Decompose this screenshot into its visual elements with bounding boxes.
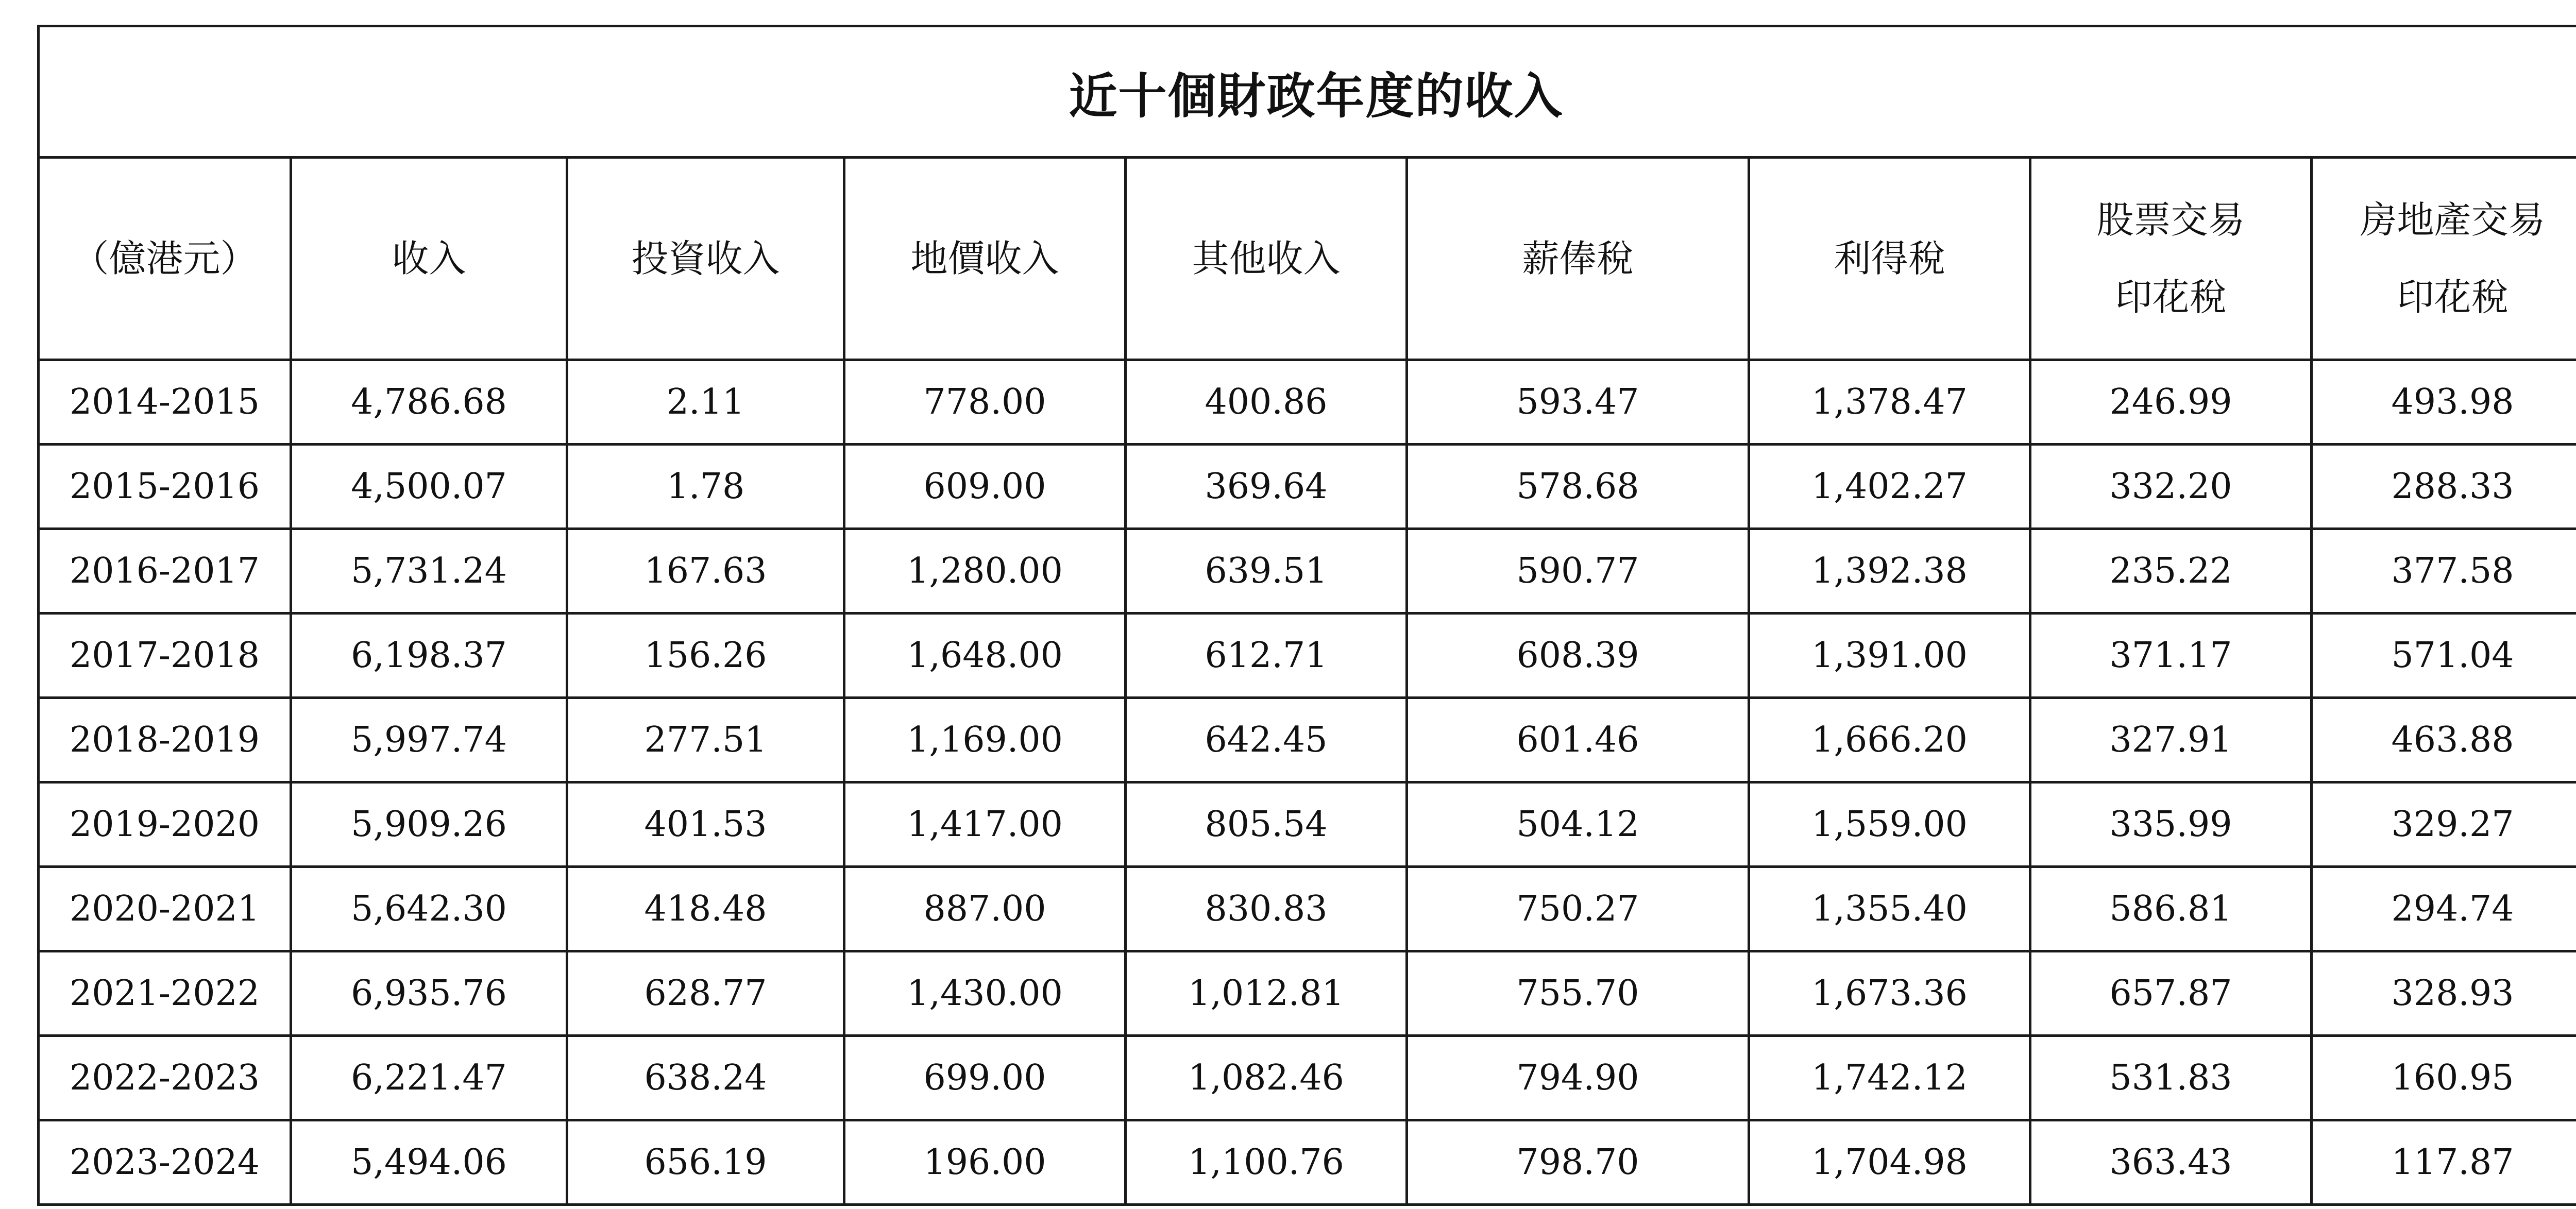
value-cell: 887.00 xyxy=(844,867,1126,951)
fiscal-year-cell: 2016-2017 xyxy=(39,529,291,614)
value-cell: 578.68 xyxy=(1407,445,1749,529)
value-cell: 656.19 xyxy=(567,1120,844,1205)
column-header xyxy=(2030,158,2312,360)
value-cell: 1,742.12 xyxy=(1749,1036,2030,1120)
value-cell: 5,642.30 xyxy=(291,867,567,951)
column-header-label: 投資收入 xyxy=(631,237,780,280)
table-row xyxy=(39,782,2576,867)
column-header-label: 股票交易 xyxy=(2096,198,2245,242)
table-row xyxy=(39,614,2576,698)
table-title: 近十個財政年度的收入 xyxy=(1069,67,1564,125)
table-row xyxy=(39,698,2576,782)
column-header-row xyxy=(39,158,2576,360)
value-cell: 531.83 xyxy=(2030,1036,2312,1120)
value-cell: 794.90 xyxy=(1407,1036,1749,1120)
table-row xyxy=(39,867,2576,951)
value-cell: 657.87 xyxy=(2030,951,2312,1036)
value-cell: 463.88 xyxy=(2312,698,2576,782)
column-header xyxy=(2312,158,2576,360)
value-cell: 1,082.46 xyxy=(1126,1036,1407,1120)
value-cell: 6,935.76 xyxy=(291,951,567,1036)
value-cell: 504.12 xyxy=(1407,782,1749,867)
value-cell: 6,198.37 xyxy=(291,614,567,698)
value-cell: 235.22 xyxy=(2030,529,2312,614)
value-cell: 5,909.26 xyxy=(291,782,567,867)
table-body xyxy=(39,360,2576,1205)
value-cell: 608.39 xyxy=(1407,614,1749,698)
table-row xyxy=(39,445,2576,529)
value-cell: 288.33 xyxy=(2312,445,2576,529)
column-header xyxy=(844,158,1126,360)
value-cell: 369.64 xyxy=(1126,445,1407,529)
value-cell: 750.27 xyxy=(1407,867,1749,951)
value-cell: 1,430.00 xyxy=(844,951,1126,1036)
value-cell: 586.81 xyxy=(2030,867,2312,951)
value-cell: 1,012.81 xyxy=(1126,951,1407,1036)
value-cell: 755.70 xyxy=(1407,951,1749,1036)
value-cell: 160.95 xyxy=(2312,1036,2576,1120)
value-cell: 778.00 xyxy=(844,360,1126,445)
fiscal-year-cell: 2022-2023 xyxy=(39,1036,291,1120)
value-cell: 363.43 xyxy=(2030,1120,2312,1205)
value-cell: 1,673.36 xyxy=(1749,951,2030,1036)
fiscal-year-cell: 2019-2020 xyxy=(39,782,291,867)
fiscal-year-cell: 2017-2018 xyxy=(39,614,291,698)
column-header xyxy=(1749,158,2030,360)
column-header-label: 薪俸稅 xyxy=(1522,237,1634,280)
table-row xyxy=(39,1120,2576,1205)
table-row xyxy=(39,360,2576,445)
value-cell: 335.99 xyxy=(2030,782,2312,867)
value-cell: 1,704.98 xyxy=(1749,1120,2030,1205)
value-cell: 1,402.27 xyxy=(1749,445,2030,529)
value-cell: 6,221.47 xyxy=(291,1036,567,1120)
value-cell: 1,280.00 xyxy=(844,529,1126,614)
fiscal-year-cell: 2023-2024 xyxy=(39,1120,291,1205)
value-cell: 167.63 xyxy=(567,529,844,614)
column-header-label: 房地產交易 xyxy=(2360,198,2546,242)
value-cell: 830.83 xyxy=(1126,867,1407,951)
column-header xyxy=(1407,158,1749,360)
value-cell: 639.51 xyxy=(1126,529,1407,614)
column-header-label: （億港元） xyxy=(72,237,258,280)
value-cell: 4,500.07 xyxy=(291,445,567,529)
value-cell: 332.20 xyxy=(2030,445,2312,529)
value-cell: 1,559.00 xyxy=(1749,782,2030,867)
table-title-cell xyxy=(39,26,2576,158)
value-cell: 117.87 xyxy=(2312,1120,2576,1205)
value-cell: 1,169.00 xyxy=(844,698,1126,782)
table-row xyxy=(39,951,2576,1036)
value-cell: 196.00 xyxy=(844,1120,1126,1205)
value-cell: 1,666.20 xyxy=(1749,698,2030,782)
column-header xyxy=(1126,158,1407,360)
value-cell: 401.53 xyxy=(567,782,844,867)
value-cell: 571.04 xyxy=(2312,614,2576,698)
value-cell: 601.46 xyxy=(1407,698,1749,782)
table-row xyxy=(39,1036,2576,1120)
value-cell: 593.47 xyxy=(1407,360,1749,445)
value-cell: 5,494.06 xyxy=(291,1120,567,1205)
column-header-label: 印花稅 xyxy=(2397,276,2509,319)
value-cell: 377.58 xyxy=(2312,529,2576,614)
value-cell: 5,731.24 xyxy=(291,529,567,614)
value-cell: 418.48 xyxy=(567,867,844,951)
column-header-label: 收入 xyxy=(392,237,466,280)
value-cell: 5,997.74 xyxy=(291,698,567,782)
value-cell: 1.78 xyxy=(567,445,844,529)
fiscal-year-cell: 2014-2015 xyxy=(39,360,291,445)
table-row xyxy=(39,529,2576,614)
revenue-document xyxy=(37,25,2576,1182)
column-header xyxy=(39,158,291,360)
value-cell: 246.99 xyxy=(2030,360,2312,445)
value-cell: 371.17 xyxy=(2030,614,2312,698)
value-cell: 277.51 xyxy=(567,698,844,782)
column-header-label: 利得稅 xyxy=(1834,237,1945,280)
value-cell: 798.70 xyxy=(1407,1120,1749,1205)
value-cell: 1,355.40 xyxy=(1749,867,2030,951)
value-cell: 805.54 xyxy=(1126,782,1407,867)
value-cell: 327.91 xyxy=(2030,698,2312,782)
value-cell: 699.00 xyxy=(844,1036,1126,1120)
column-header-label: 地價收入 xyxy=(910,237,1059,280)
value-cell: 1,378.47 xyxy=(1749,360,2030,445)
fiscal-year-cell: 2021-2022 xyxy=(39,951,291,1036)
value-cell: 4,786.68 xyxy=(291,360,567,445)
revenue-table xyxy=(37,25,2576,1206)
column-header xyxy=(291,158,567,360)
value-cell: 609.00 xyxy=(844,445,1126,529)
column-header xyxy=(567,158,844,360)
value-cell: 628.77 xyxy=(567,951,844,1036)
value-cell: 642.45 xyxy=(1126,698,1407,782)
value-cell: 1,392.38 xyxy=(1749,529,2030,614)
column-header-label: 其他收入 xyxy=(1192,237,1341,280)
value-cell: 1,100.76 xyxy=(1126,1120,1407,1205)
value-cell: 156.26 xyxy=(567,614,844,698)
value-cell: 329.27 xyxy=(2312,782,2576,867)
value-cell: 2.11 xyxy=(567,360,844,445)
value-cell: 638.24 xyxy=(567,1036,844,1120)
value-cell: 612.71 xyxy=(1126,614,1407,698)
fiscal-year-cell: 2018-2019 xyxy=(39,698,291,782)
value-cell: 400.86 xyxy=(1126,360,1407,445)
value-cell: 1,391.00 xyxy=(1749,614,2030,698)
column-header-label: 印花稅 xyxy=(2115,276,2227,319)
value-cell: 328.93 xyxy=(2312,951,2576,1036)
value-cell: 1,417.00 xyxy=(844,782,1126,867)
value-cell: 590.77 xyxy=(1407,529,1749,614)
value-cell: 1,648.00 xyxy=(844,614,1126,698)
value-cell: 294.74 xyxy=(2312,867,2576,951)
value-cell: 493.98 xyxy=(2312,360,2576,445)
fiscal-year-cell: 2020-2021 xyxy=(39,867,291,951)
fiscal-year-cell: 2015-2016 xyxy=(39,445,291,529)
